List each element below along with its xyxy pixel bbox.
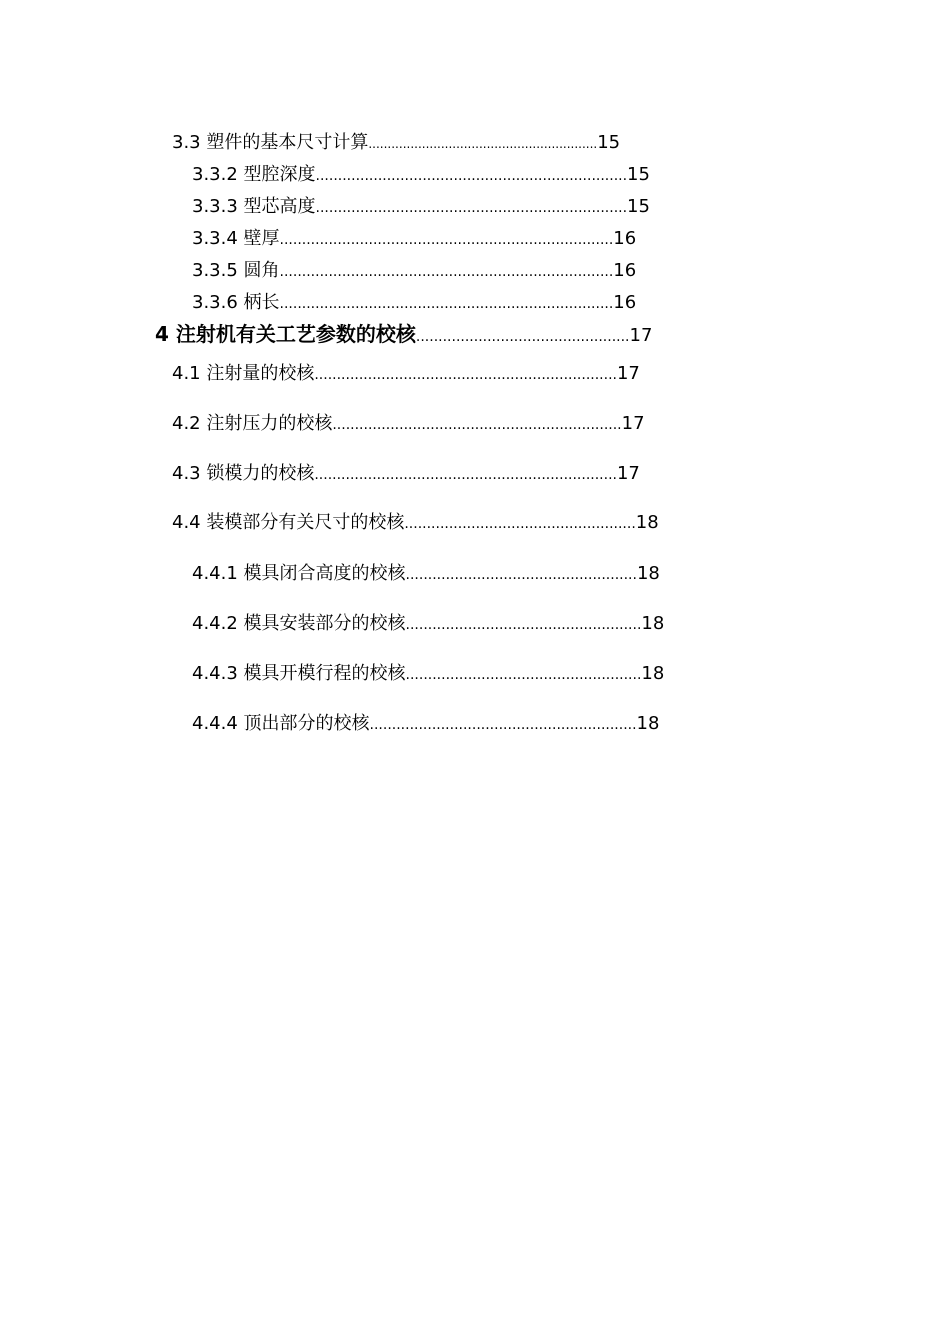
toc-leader-dots: .................................................... — [405, 567, 637, 583]
toc-entry-title: 3.3.4 壁厚 — [192, 228, 280, 249]
toc-leader-dots: ..................................................... — [405, 617, 642, 633]
toc-entry-title: 3.3.6 柄长 — [192, 292, 280, 313]
toc-page-number: 18 — [641, 663, 665, 684]
toc-page-number: 16 — [613, 228, 637, 249]
toc-entry-title: 4 注射机有关工艺参数的校核 — [155, 322, 416, 346]
toc-entry-4-2[interactable] — [172, 412, 645, 437]
toc-leader-dots: ............................................................ — [369, 717, 637, 733]
toc-page-number: 18 — [641, 613, 665, 634]
toc-entry-3-3[interactable] — [172, 131, 620, 156]
toc-page-number: 17 — [629, 325, 653, 346]
toc-entry-title: 4.3 锁模力的校核 — [172, 463, 315, 484]
toc-page-number: 17 — [616, 463, 640, 484]
toc-page-number: 18 — [636, 563, 660, 584]
toc-entry-title: 3.3 塑件的基本尺寸计算 — [172, 132, 369, 153]
toc-entry-4-4-4[interactable] — [192, 712, 659, 737]
toc-leader-dots: ...................................................................... — [315, 168, 628, 184]
toc-entry-title: 4.4.1 模具闭合高度的校核 — [192, 563, 406, 584]
toc-leader-dots: ................................................................. — [332, 417, 622, 433]
toc-entry-title: 3.3.3 型芯高度 — [192, 196, 316, 217]
toc-leader-dots: ................................................ — [415, 329, 630, 345]
toc-page-number: 18 — [635, 512, 659, 533]
toc-leader-dots: .................................................................... — [314, 367, 617, 383]
toc-leader-dots: ........................................................................... — [279, 296, 614, 312]
toc-leader-dots: ........................................................................... — [279, 264, 614, 280]
toc-entry-3-3-2[interactable] — [192, 163, 650, 188]
toc-entry-4-4-2[interactable] — [192, 612, 664, 637]
toc-entry-title: 3.3.2 型腔深度 — [192, 164, 316, 185]
toc-leader-dots: ...................................................................... — [315, 200, 628, 216]
toc-entry-title: 4.4.2 模具安装部分的校核 — [192, 613, 406, 634]
toc-page-number: 16 — [613, 292, 637, 313]
toc-page-number: 17 — [616, 363, 640, 384]
toc-page-number: 15 — [627, 164, 650, 185]
toc-page-number: 16 — [613, 260, 637, 281]
toc-entry-4-1[interactable] — [172, 362, 640, 387]
toc-entry-3-3-5[interactable] — [192, 259, 636, 284]
toc-entry-title: 4.4 装模部分有关尺寸的校核 — [172, 512, 405, 533]
toc-page-number: 15 — [597, 132, 621, 153]
toc-page-number: 17 — [621, 413, 645, 434]
toc-entry-4-4-1[interactable] — [192, 562, 660, 587]
toc-page-number: 18 — [636, 713, 660, 734]
toc-entry-3-3-4[interactable] — [192, 227, 636, 252]
toc-entry-4-3[interactable] — [172, 462, 640, 487]
toc-entry-4-4-3[interactable] — [192, 662, 664, 687]
toc-leader-dots: ............................................................ — [368, 137, 598, 151]
toc-entry-4-4[interactable] — [172, 511, 659, 536]
toc-leader-dots: .................................................... — [404, 516, 636, 532]
toc-entry-3-3-6[interactable] — [192, 291, 636, 316]
toc-entry-title: 4.4.4 顶出部分的校核 — [192, 713, 370, 734]
toc-entry-title: 4.2 注射压力的校核 — [172, 413, 333, 434]
toc-entry-title: 4.4.3 模具开模行程的校核 — [192, 663, 406, 684]
toc-entry-title: 4.1 注射量的校核 — [172, 363, 315, 384]
toc-entry-chapter-4[interactable] — [155, 322, 652, 349]
toc-page-number: 15 — [627, 196, 650, 217]
toc-entry-title: 3.3.5 圆角 — [192, 260, 280, 281]
toc-entry-3-3-3[interactable] — [192, 195, 650, 220]
toc-leader-dots: .................................................................... — [314, 467, 617, 483]
toc-leader-dots: ........................................................................... — [279, 232, 614, 248]
toc-leader-dots: ..................................................... — [405, 667, 642, 683]
